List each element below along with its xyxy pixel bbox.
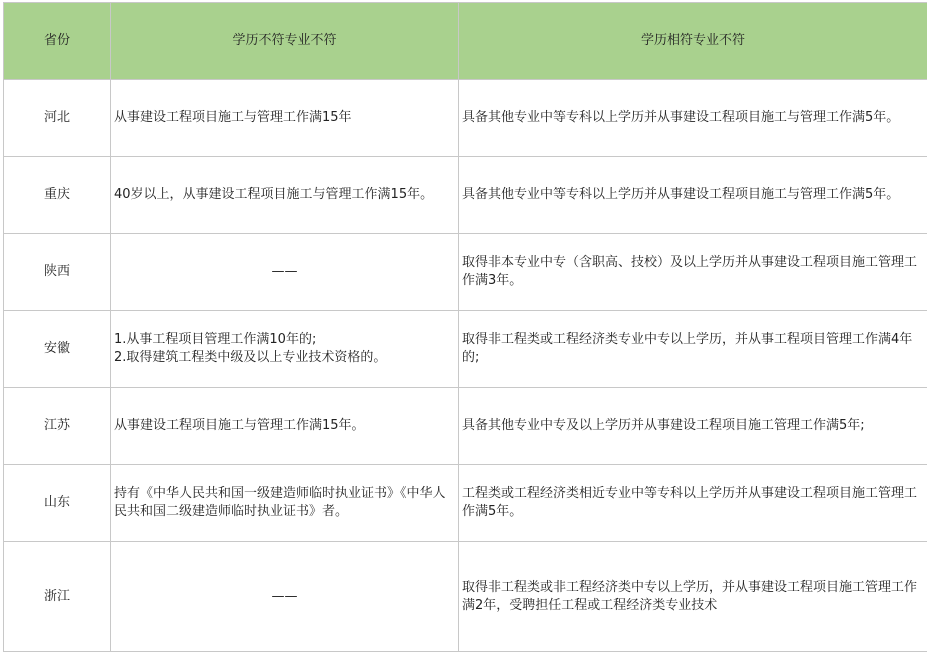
table-row: [4, 465, 928, 542]
empty-dash: ——: [271, 588, 298, 604]
cell-text: 持有《中华人民共和国一级建造师临时执业证书》《中华人民共和国二级建造师临时执业证书》者。: [114, 486, 446, 519]
header-province: 省份: [4, 3, 111, 80]
mismatch-major-cell: 具备其他专业中等专科以上学历并从事建设工程项目施工与管理工作满5年。: [459, 157, 928, 234]
province-cell: 重庆: [4, 157, 111, 234]
qualification-table: [3, 2, 927, 652]
table-container: [3, 2, 927, 655]
cell-text: 40岁以上，从事建设工程项目施工与管理工作满15年。: [114, 187, 434, 202]
province-cell: 陕西: [4, 234, 111, 311]
empty-dash: ——: [271, 264, 298, 279]
table-row: [4, 542, 928, 652]
table-row: [4, 157, 928, 234]
cell-text-line: 1.从事工程项目管理工作满10年的;: [114, 332, 317, 347]
mismatch-both-cell: [111, 80, 459, 157]
province-cell: 安徽: [4, 311, 111, 388]
header-row: [4, 3, 928, 80]
table-row: [4, 388, 928, 465]
province-cell: 江苏: [4, 388, 111, 465]
mismatch-both-cell: [111, 311, 459, 388]
table-row: [4, 234, 928, 311]
mismatch-both-cell: [111, 157, 459, 234]
mismatch-major-cell: 具备其他专业中等专科以上学历并从事建设工程项目施工与管理工作满5年。: [459, 80, 928, 157]
mismatch-both-cell: [111, 465, 459, 542]
table-row: [4, 311, 928, 388]
mismatch-major-cell: 取得非本专业中专（含职高、技校）及以上学历并从事建设工程项目施工管理工作满3年。: [459, 234, 928, 311]
mismatch-major-cell: 取得非工程类或工程经济类专业中专以上学历，并从事工程项目管理工作满4年的;: [459, 311, 928, 388]
province-cell: 河北: [4, 80, 111, 157]
table-row: [4, 80, 928, 157]
header-mismatch-both: 学历不符专业不符: [111, 3, 459, 80]
province-cell: 浙江: [4, 542, 111, 652]
cell-text: 从事建设工程项目施工与管理工作满15年: [114, 110, 352, 125]
mismatch-both-cell: [111, 234, 459, 311]
mismatch-major-cell: 工程类或工程经济类相近专业中等专科以上学历并从事建设工程项目施工管理工作满5年。: [459, 465, 928, 542]
cell-text-line: 2.取得建筑工程类中级及以上专业技术资格的。: [114, 350, 387, 365]
mismatch-major-cell: 具备其他专业中专及以上学历并从事建设工程项目施工管理工作满5年;: [459, 388, 928, 465]
province-cell: 山东: [4, 465, 111, 542]
mismatch-major-cell: 取得非工程类或非工程经济类中专以上学历，并从事建设工程项目施工管理工作满2年，受聘担任工程或工程经济类专业技术: [459, 542, 928, 652]
cell-text: 从事建设工程项目施工与管理工作满15年。: [114, 418, 365, 433]
mismatch-both-cell: [111, 388, 459, 465]
header-mismatch-major: 学历相符专业不符: [459, 3, 928, 80]
mismatch-both-cell: [111, 542, 459, 652]
